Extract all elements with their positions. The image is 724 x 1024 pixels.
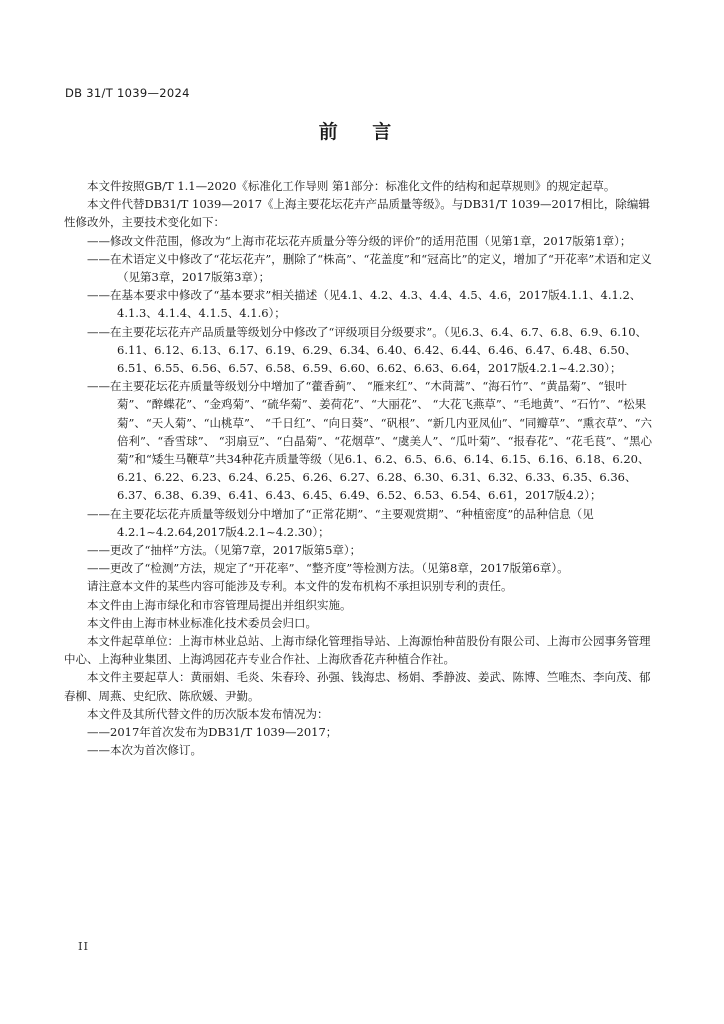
body-text (64, 177, 660, 760)
paragraph-intro: 本文件按照GB/T 1.1—2020《标准化工作导则 第1部分：标准化文件的结构和起草规则》的规定起草。 (87, 179, 616, 193)
history-item: ——2017年首次发布为DB31/T 1039—2017； (87, 725, 338, 740)
note-proposer: 本文件由上海市绿化和市容管理局提出并组织实施。 (87, 597, 352, 612)
doc-code: DB 31/T 1039—2024 (65, 86, 190, 100)
change-item: ——在主要花坛花卉质量等级划分中增加了“正常花期”、“主要观赏期”、“种植密度”的品种信息（见4.2.1~4.2.64,2017版4.2.1~4.2.30）； (87, 506, 594, 539)
note-committee: 本文件由上海市林业标准化技术委员会归口。 (87, 615, 317, 630)
change-item: ——在基本要求中修改了“基本要求”相关描述（见4.1、4.2、4.3、4.4、4.5、4.6，2017版4.1.1、4.1.2、4.1.3、4.1.4、4.1.5、4.1.6）； (87, 288, 642, 321)
history-item: ——本次为首次修订。 (87, 743, 202, 758)
change-item: ——在主要花坛花卉产品质量等级划分中修改了“评级项目分级要求”。（见6.3、6.4、6.7、6.8、6.9、6.10、6.11、6.12、6.13、6.17、6.19、6.29、6.34、6.40、6.42、6.44、6.46、6.47、6.48、6.50、6.51、6.55、6.56、6.57、6.58、6.59、6.60、6.62、6.63、6.64，2017版4.2.1~4.2.30）； (87, 324, 648, 376)
paragraph-replaces: 本文件代替DB31/T 1039—2017《上海主要花坛花卉产品质量等级》。与DB31/T 1039—2017相比，除编辑性修改外，主要技术变化如下： (64, 197, 650, 230)
page-title: 前 言 (318, 121, 406, 143)
page-number: II (78, 939, 90, 953)
change-item: ——在主要花坛花卉质量等级划分中增加了“藿香蓟”、 “雁来红”、“木茼蒿”、“海石竹”、“黄晶菊”、“银叶菊”、“醉蝶花”、“金鸡菊”、“硫华菊”、姜荷花”、“大丽花”、 “大花飞燕草”、“毛地黄”、“石竹”、“松果菊”、“天人菊”、“山桃草”、 “千日红”、“向日葵”、“矾根”、“新几内亚凤仙”、“同瓣草”、“熏衣草”、“六倍利”、“香雪球”、 “羽扇豆”、“白晶菊”、“花烟草”、“虞美人”、“瓜叶菊”、“报春花”、“花毛茛”、“黑心菊”和“矮生马鞭草”共34种花卉质量等级（见6.1、6.2、6.5、6.6、6.14、6.15、6.16、6.18、6.20、6.21、6.22、6.23、6.24、6.25、6.26、6.27、6.28、6.30、6.31、6.32、6.33、6.35、6.36、6.37、6.38、6.39、6.41、6.43、6.45、6.49、6.52、6.53、6.54、6.61，2017版4.2）； (87, 379, 652, 503)
change-item: ——更改了“检测”方法，规定了“开花率”、“整齐度”等检测方法。（见第8章，2017版第6章）。 (87, 561, 569, 576)
change-item: ——更改了“抽样”方法。（见第7章，2017版第5章）； (87, 543, 362, 558)
change-item: ——在术语定义中修改了“花坛花卉”，删除了“株高”、“花盖度”和“冠高比”的定义，增加了“开花率”术语和定义（见第3章，2017版第3章）； (87, 251, 652, 285)
note-drafters: 本文件主要起草人：黄丽娟、毛炎、朱春玲、孙强、钱海忠、杨娟、季静波、姜武、陈博、竺唯杰、李向茂、郁春柳、周燕、史纪欣、陈欣媛、尹勤。 (64, 670, 651, 703)
change-item: ——修改文件范围，修改为“上海市花坛花卉质量分等分级的评价”的适用范围（见第1章，2017版第1章）； (87, 233, 632, 248)
note-patent: 请注意本文件的某些内容可能涉及专利。本文件的发布机构不承担识别专利的责任。 (87, 579, 513, 594)
note-history-intro: 本文件及其所代替文件的历次版本发布情况为： (87, 706, 329, 721)
note-drafting-units: 本文件起草单位：上海市林业总站、上海市绿化管理指导站、上海源怡种苗股份有限公司、上海市公园事务管理中心、上海种业集团、上海鸿园花卉专业合作社、上海欣香花卉种植合作社。 (64, 634, 651, 667)
